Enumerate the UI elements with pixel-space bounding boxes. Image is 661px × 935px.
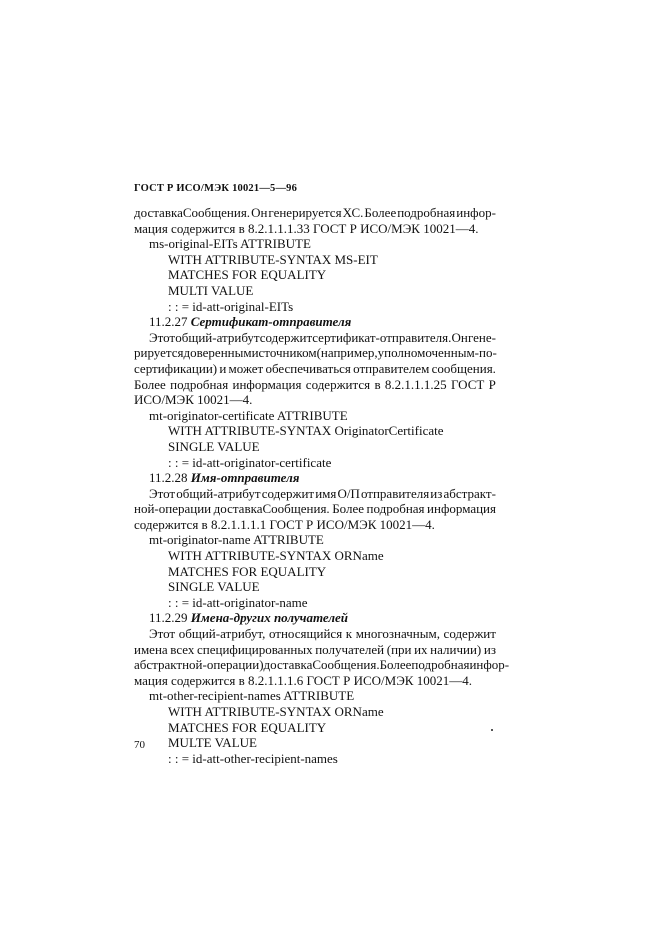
section-title: Имена-других получателей <box>190 610 348 626</box>
section-number: 11.2.29 <box>149 610 188 626</box>
paragraph-line: ной-операции доставкаСообщения. Более подробная информация <box>134 501 496 517</box>
code-line: MATCHES FOR EQUALITY <box>168 563 327 579</box>
code-line: MATCHES FOR EQUALITY <box>168 719 327 735</box>
code-line: WITH ATTRIBUTE-SYNTAX ORName <box>168 548 384 564</box>
code-line: : : = id-att-originator-name <box>168 594 308 610</box>
section-title: Сертификат-отправителя <box>190 314 352 330</box>
paragraph-line: Более подробная информация содержится в 8.2.1.1.1.25 ГОСТ Р <box>134 376 496 392</box>
paragraph-line: Этот общий-атрибут содержит сертификат-отправителя. Он гене- <box>149 329 496 345</box>
paragraph-line: рируется доверенным источником (например, уполномоченным-по- <box>134 345 497 361</box>
code-line: SINGLE VALUE <box>168 579 260 595</box>
code-line: WITH ATTRIBUTE-SYNTAX ORName <box>168 704 384 719</box>
section-number: 11.2.28 <box>149 470 188 486</box>
code-line: SINGLE VALUE <box>168 438 260 454</box>
code-line: MULTI VALUE <box>168 282 254 298</box>
paragraph-line: мация содержится в 8.2.1.1.1.6 ГОСТ Р ИСО/МЭК 10021—4. <box>134 672 472 688</box>
section-heading <box>134 314 496 330</box>
code-line: ms-original-EITs ATTRIBUTE <box>149 236 311 252</box>
running-header: ГОСТ Р ИСО/МЭК 10021—5—96 <box>134 183 298 194</box>
code-line: WITH ATTRIBUTE-SYNTAX MS-EIT <box>168 251 378 267</box>
page-number: 70 <box>134 739 145 751</box>
paragraph-line: доставкаСообщения. Он генерируется ХС. Более подробная инфор- <box>134 205 496 220</box>
code-line: mt-originator-name ATTRIBUTE <box>149 532 324 548</box>
code-line: mt-originator-certificate ATTRIBUTE <box>149 407 348 423</box>
code-line: : : = id-att-other-recipient-names <box>168 750 338 766</box>
section-number: 11.2.27 <box>149 314 188 330</box>
paragraph-line: Этот общий-атрибут содержит имя О/П отправителя из абстракт- <box>149 485 496 501</box>
section-heading <box>134 470 496 486</box>
code-line: MATCHES FOR EQUALITY <box>168 267 327 283</box>
code-line: MULTE VALUE <box>168 735 257 751</box>
paragraph-line: содержится в 8.2.1.1.1.1 ГОСТ Р ИСО/МЭК 10021—4. <box>134 516 435 532</box>
paragraph-line: имена всех специфицированных получателей (при их наличии) из <box>134 641 496 657</box>
code-line: : : = id-att-original-EITs <box>168 298 294 314</box>
scan-speck <box>491 729 493 731</box>
section-title: Имя-отправителя <box>190 470 300 486</box>
code-line: mt-other-recipient-names ATTRIBUTE <box>149 688 355 704</box>
section-heading <box>134 610 496 626</box>
document-body <box>134 205 510 766</box>
paragraph-line: сертификации) и может обеспечиваться отправителем сообщения. <box>134 360 496 376</box>
code-line: : : = id-att-originator-certificate <box>168 454 332 470</box>
paragraph-line: абстрактной-операции) доставкаСообщения. Более подробная инфор- <box>134 657 510 673</box>
paragraph-line: ИСО/МЭК 10021—4. <box>134 392 253 408</box>
paragraph-line: мация содержится в 8.2.1.1.1.33 ГОСТ Р ИСО/МЭК 10021—4. <box>134 220 479 236</box>
paragraph-line: Этот общий-атрибут, относящийся к многозначным, содержит <box>149 626 496 642</box>
code-line: WITH ATTRIBUTE-SYNTAX OriginatorCertificate <box>168 423 444 439</box>
